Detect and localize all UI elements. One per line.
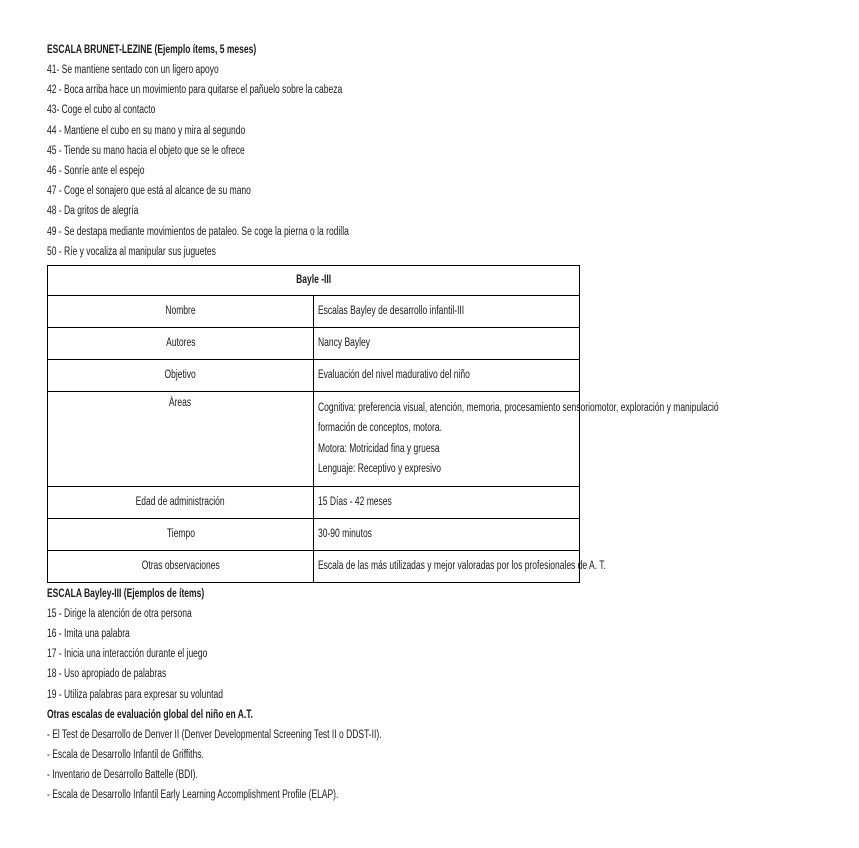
table-row: [48, 327, 580, 359]
other-scale-item: - Escala de Desarrollo Infantil Early Learning Accomplishment Profile (ELAP).: [47, 789, 339, 802]
row-label: Tiempo: [48, 518, 314, 550]
table-row: [48, 550, 580, 582]
brunet-item: 45 - Tiende su mano hacia el objeto que se le ofrece: [47, 144, 245, 157]
brunet-item: 44 - Mantiene el cubo en su mano y mira al segundo: [47, 124, 246, 137]
row-value: Escalas Bayley de desarrollo infantil-III: [314, 295, 580, 327]
row-label: Áreas: [48, 391, 314, 486]
brunet-item: 49 - Se destapa mediante movimientos de pataleo. Se coge la pierna o la rodilla: [47, 225, 349, 238]
table-row: [48, 359, 580, 391]
other-scale-item: - Inventario de Desarrollo Battelle (BDI).: [47, 769, 198, 782]
other-scales-heading: Otras escalas de evaluación global del niño en A.T.: [47, 708, 253, 721]
areas-line: Cognitiva: preferencia visual, atención, memoria, procesamiento sensoriomotor, exploración y manipulació: [318, 401, 719, 414]
brunet-item: 48 - Da gritos de alegría: [47, 205, 139, 218]
brunet-heading: [47, 40, 582, 60]
brunet-item: 46 - Sonríe ante el espejo: [47, 164, 145, 177]
row-value: 15 Días - 42 meses: [314, 486, 580, 518]
row-value: 30-90 minutos: [314, 518, 580, 550]
row-label: Edad de administración: [48, 486, 314, 518]
table-row: [48, 518, 580, 550]
areas-line: Lenguaje: Receptivo y expresivo: [318, 463, 442, 476]
bayley-item: 19 - Utiliza palabras para expresar su voluntad: [47, 688, 223, 701]
other-scale-item: - El Test de Desarrollo de Denver II (Denver Developmental Screening Test II o DDST-II).: [47, 728, 382, 741]
brunet-item: 41- Se mantiene sentado con un ligero apoyo: [47, 64, 219, 76]
row-label: Nombre: [48, 295, 314, 327]
bayley-table: [47, 265, 719, 583]
row-value: Escala de las más utilizadas y mejor valoradas por los profesionales de A. T.: [314, 550, 580, 582]
row-value: Evaluación del nivel madurativo del niño: [314, 359, 580, 391]
row-value: Nancy Bayley: [314, 327, 580, 359]
brunet-item: 50 - Ríe y vocaliza al manipular sus juguetes: [47, 245, 216, 258]
bayley-item: 17 - Inicia una interacción durante el juego: [47, 648, 208, 661]
bayley-examples-heading: ESCALA Bayley-III (Ejemplos de ítems): [47, 587, 205, 600]
areas-line: Motora: Motricidad fina y gruesa: [318, 442, 440, 455]
brunet-item: 47 - Coge el sonajero que está al alcance de su mano: [47, 185, 251, 198]
row-label: Autores: [48, 327, 314, 359]
table-title-row: [48, 265, 580, 295]
table-row: [48, 486, 580, 518]
bayley-item: 16 - Imita una palabra: [47, 628, 130, 641]
table-row: [48, 295, 580, 327]
row-value: [314, 391, 719, 486]
brunet-item: 42 - Boca arriba hace un movimiento para quitarse el pañuelo sobre la cabeza: [47, 84, 343, 97]
brunet-item: 43- Coge el cubo al contacto: [47, 104, 156, 117]
table-row: [48, 391, 580, 486]
row-label: Otras observaciones: [48, 550, 314, 582]
brunet-heading-text: ESCALA BRUNET-LEZINE (Ejemplo ítems, 5 meses): [47, 44, 257, 56]
bayley-item: 15 - Dirige la atención de otra persona: [47, 607, 192, 620]
bayley-item: 18 - Uso apropiado de palabras: [47, 668, 167, 681]
table-title: Bayle -III: [48, 265, 580, 295]
areas-line: formación de conceptos, motora.: [318, 422, 442, 435]
row-label: Objetivo: [48, 359, 314, 391]
document-page: [47, 40, 719, 806]
other-scale-item: - Escala de Desarrollo Infantil de Griffiths.: [47, 749, 204, 761]
